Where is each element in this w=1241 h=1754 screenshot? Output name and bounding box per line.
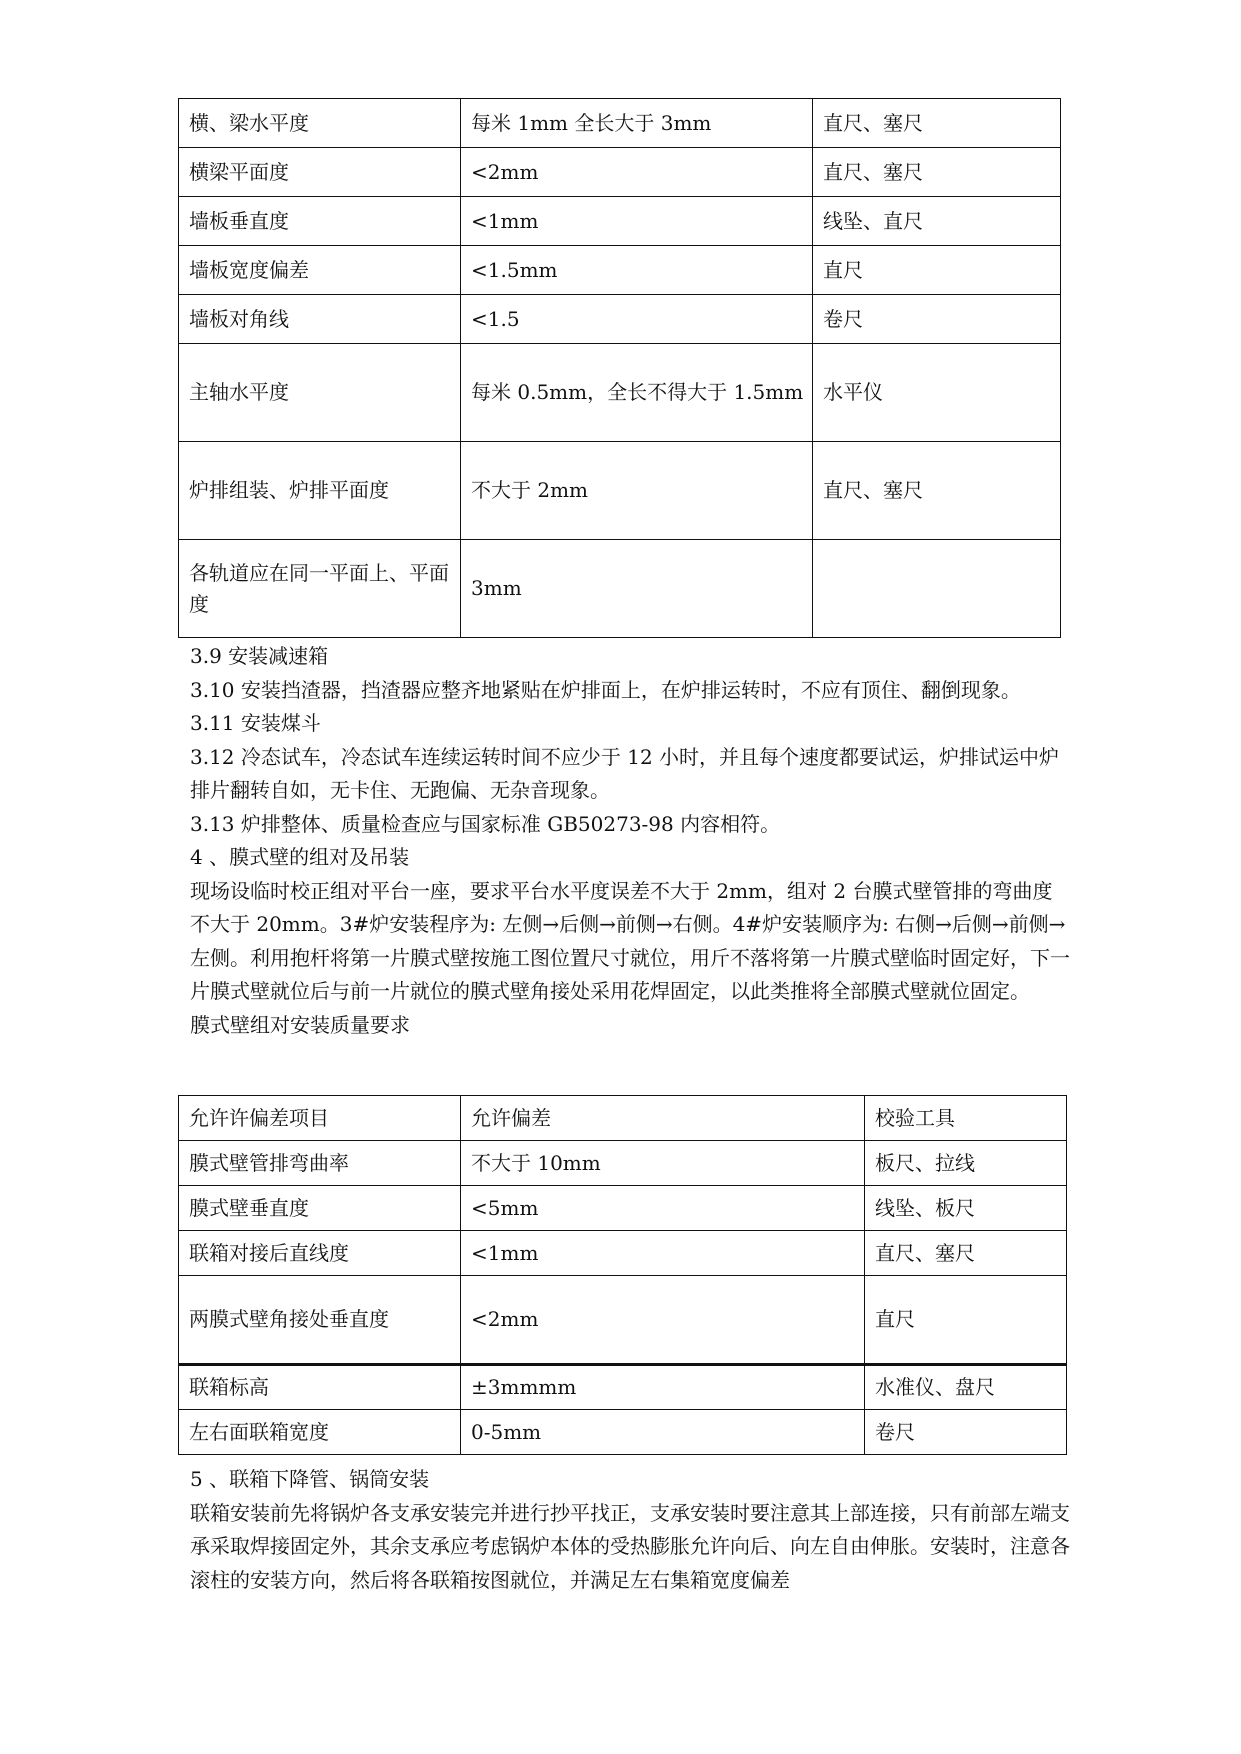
table-cell: 左右面联箱宽度: [179, 1410, 461, 1455]
table-row: [179, 1276, 1067, 1365]
table-cell: 墙板宽度偏差: [179, 246, 461, 295]
table-cell: 卷尺: [865, 1410, 1067, 1455]
paragraph: 3.11 安装煤斗: [190, 711, 321, 735]
table-cell: ±3mmmm: [461, 1365, 865, 1410]
column-header: 允许许偏差项目: [179, 1096, 461, 1141]
table-cell: 直尺、塞尺: [865, 1231, 1067, 1276]
table-cell: 直尺: [813, 246, 1061, 295]
table-row: [179, 99, 1061, 148]
table-row: [179, 148, 1061, 197]
table-cell: <1.5mm: [461, 246, 813, 295]
table-cell: <2mm: [461, 1276, 865, 1365]
table-cell: <5mm: [461, 1186, 865, 1231]
table-row: [179, 197, 1061, 246]
body-text-section: [190, 640, 1070, 1042]
table-cell: 0-5mm: [461, 1410, 865, 1455]
table-row: [179, 1186, 1067, 1231]
table-cell: <1mm: [461, 197, 813, 246]
membrane-wall-quality-table: [178, 1095, 1067, 1455]
table-cell: 线坠、板尺: [865, 1186, 1067, 1231]
table-cell: <2mm: [461, 148, 813, 197]
table-row: [179, 246, 1061, 295]
table-cell: 每米 1mm 全长大于 3mm: [461, 99, 813, 148]
table-header-row: [179, 1096, 1067, 1141]
table-cell: 膜式壁管排弯曲率: [179, 1141, 461, 1186]
table-cell: 墙板垂直度: [179, 197, 461, 246]
table-row: [179, 1141, 1067, 1186]
paragraph: 3.12 冷态试车，冷态试车连续运转时间不应少于 12 小时，并且每个速度都要试运，炉排试运中炉排片翻转自如，无卡住、无跑偏、无杂音现象。: [190, 744, 1060, 802]
table-cell: 两膜式壁角接处垂直度: [179, 1276, 461, 1365]
table-cell: 膜式壁垂直度: [179, 1186, 461, 1231]
body-text-section: [190, 1463, 1070, 1597]
paragraph: 3.13 炉排整体、质量检查应与国家标准 GB50273-98 内容相符。: [190, 811, 781, 836]
table-cell: 各轨道应在同一平面上、平面度: [179, 540, 461, 638]
table-cell: 每米 0.5mm，全长不得大于 1.5mm: [461, 344, 813, 442]
table-cell: 直尺、塞尺: [813, 148, 1061, 197]
table-cell: <1mm: [461, 1231, 865, 1276]
table-row: [179, 1365, 1067, 1410]
table-cell: 主轴水平度: [179, 344, 461, 442]
table-cell: <1.5: [461, 295, 813, 344]
table-cell: 3mm: [461, 540, 813, 638]
table-cell: 联箱标高: [179, 1365, 461, 1410]
table-row: [179, 442, 1061, 540]
table-cell: 联箱对接后直线度: [179, 1231, 461, 1276]
table-row: [179, 295, 1061, 344]
column-header: 校验工具: [865, 1096, 1067, 1141]
paragraph: 3.10 安装挡渣器，挡渣器应整齐地紧贴在炉排面上，在炉排运转时，不应有顶住、翻倒现象。: [190, 677, 1021, 702]
section-heading: 4 、膜式壁的组对及吊装: [190, 845, 410, 869]
table-cell: 横、梁水平度: [179, 99, 461, 148]
table-row: [179, 344, 1061, 442]
table-cell: 线坠、直尺: [813, 197, 1061, 246]
column-header: 允许偏差: [461, 1096, 865, 1141]
table-caption: 膜式壁组对安装质量要求: [190, 1012, 410, 1037]
table-row: [179, 1410, 1067, 1455]
table-cell: [813, 540, 1061, 638]
table-cell: 直尺: [865, 1276, 1067, 1365]
boiler-grate-tolerance-table: [178, 98, 1061, 638]
table-cell: 水准仪、盘尺: [865, 1365, 1067, 1410]
table-row: [179, 540, 1061, 638]
table-row: [179, 1231, 1067, 1276]
table-cell: 卷尺: [813, 295, 1061, 344]
table-cell: 墙板对角线: [179, 295, 461, 344]
paragraph: 现场设临时校正组对平台一座，要求平台水平度误差不大于 2mm，组对 2 台膜式壁管排的弯曲度不大于 20mm。3#炉安装程序为: 左侧→后侧→前侧→右侧。4#炉安装顺序为: 右侧→后侧→前侧→左侧。利用抱杆将第一片膜式壁按施工图位置尺寸就位，用斤不落将第一片膜式壁临时固定好，下一片膜式壁就位后与前一片就位的膜式壁角接处采用花焊固定，以此类推将全部膜式壁就位固定。: [190, 878, 1070, 1003]
table-cell: 直尺、塞尺: [813, 99, 1061, 148]
table-cell: 炉排组装、炉排平面度: [179, 442, 461, 540]
table-cell: 横梁平面度: [179, 148, 461, 197]
section-heading: 5 、联箱下降管、锅筒安装: [190, 1467, 430, 1491]
paragraph: 联箱安装前先将锅炉各支承安装完并进行抄平找正，支承安装时要注意其上部连接，只有前部左端支承采取焊接固定外，其余支承应考虑锅炉本体的受热膨胀允许向后、向左自由伸胀。安装时，注意各滚柱的安装方向，然后将各联箱按图就位，并满足左右集箱宽度偏差: [190, 1500, 1070, 1592]
table-cell: 不大于 2mm: [461, 442, 813, 540]
table-cell: 不大于 10mm: [461, 1141, 865, 1186]
paragraph: 3.9 安装减速箱: [190, 644, 329, 668]
table-cell: 水平仪: [813, 344, 1061, 442]
table-cell: 直尺、塞尺: [813, 442, 1061, 540]
table-cell: 板尺、拉线: [865, 1141, 1067, 1186]
